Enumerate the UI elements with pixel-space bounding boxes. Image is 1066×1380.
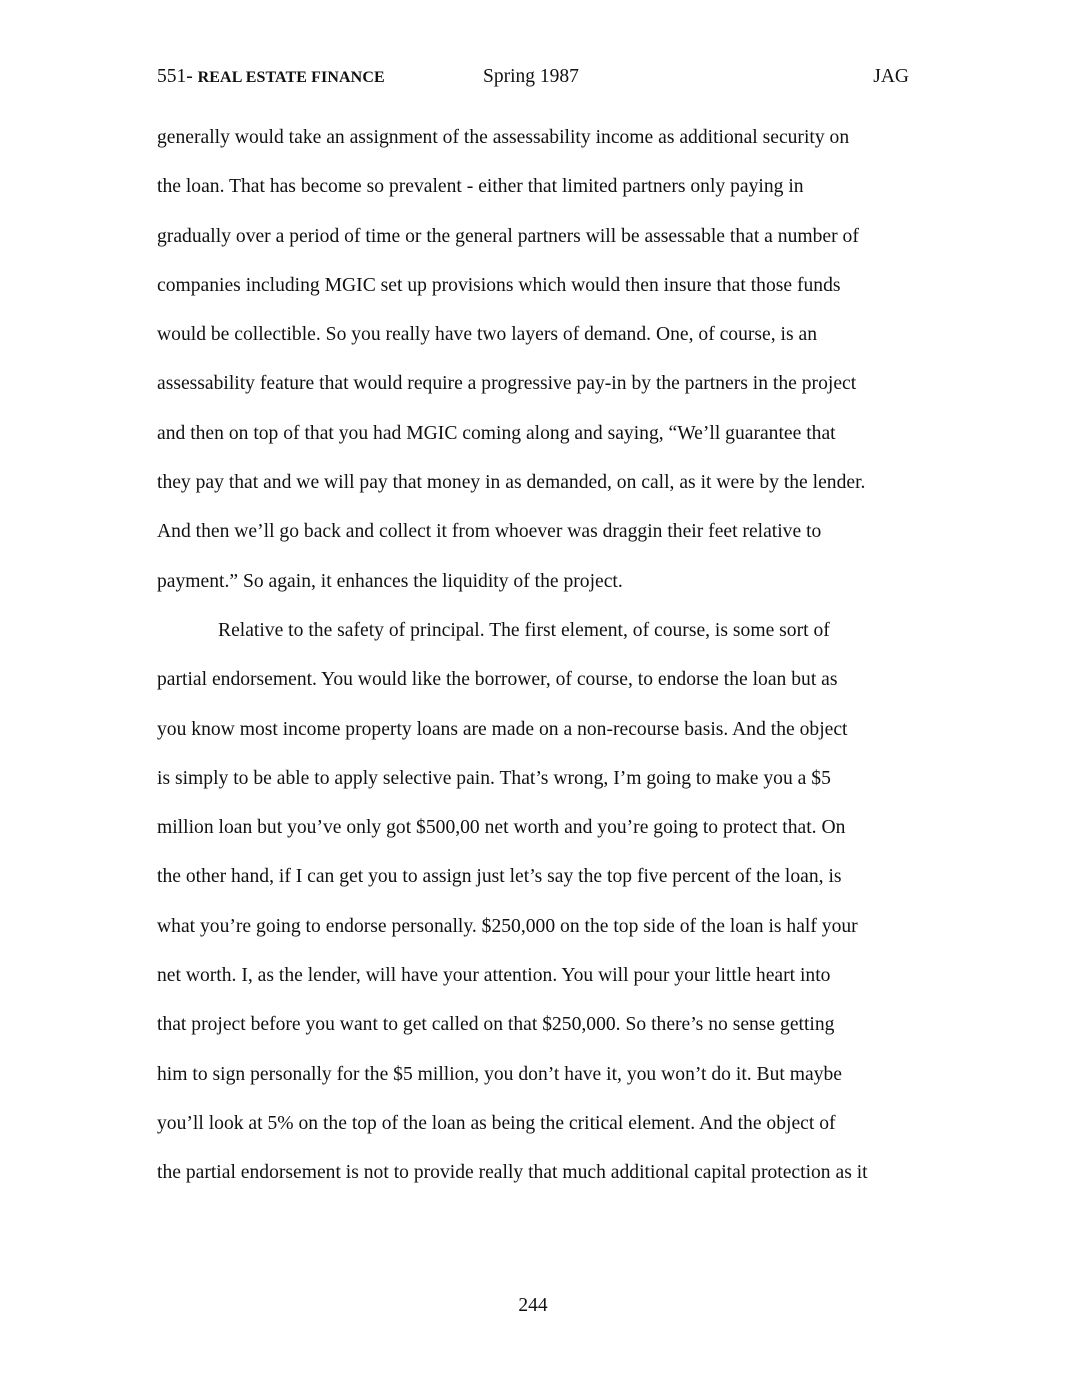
author-initials: JAG	[873, 66, 909, 87]
text-line: him to sign personally for the $5 million, you don’t have it, you won’t do it. But maybe	[157, 1063, 842, 1085]
text-line: and then on top of that you had MGIC coming along and saying, “We’ll guarantee that	[157, 422, 836, 444]
page-header	[157, 64, 909, 90]
page-number: 244	[518, 1295, 548, 1316]
text-line: assessability feature that would require a progressive pay-in by the partners in the project	[157, 373, 857, 395]
text-line: the partial endorsement is not to provide really that much additional capital protection as it	[157, 1162, 868, 1184]
text-line: net worth. I, as the lender, will have your attention. You will pour your little heart into	[157, 965, 831, 987]
body-text	[157, 120, 909, 1205]
text-line: payment.” So again, it enhances the liquidity of the project.	[157, 570, 623, 592]
text-line: that project before you want to get called on that $250,000. So there’s no sense getting	[157, 1014, 835, 1036]
text-line: companies including MGIC set up provisions which would then insure that those funds	[157, 274, 841, 296]
term-label: Spring 1987	[483, 66, 579, 87]
paragraph-first-line: Relative to the safety of principal. The first element, of course, is some sort of	[218, 619, 830, 641]
text-line: you know most income property loans are made on a non-recourse basis. And the object	[157, 718, 848, 740]
text-line: would be collectible. So you really have two layers of demand. One, of course, is an	[157, 324, 818, 346]
course-title: REAL ESTATE FINANCE	[197, 69, 385, 86]
text-line: is simply to be able to apply selective pain. That’s wrong, I’m going to make you a $5	[157, 767, 831, 789]
text-line: generally would take an assignment of the assessability income as additional security on	[157, 127, 850, 148]
course-label	[157, 64, 385, 91]
text-line: the loan. That has become so prevalent - either that limited partners only paying in	[157, 176, 804, 198]
course-number: 551-	[157, 66, 193, 87]
text-line: gradually over a period of time or the general partners will be assessable that a number of	[157, 225, 859, 247]
text-line: million loan but you’ve only got $500,00 net worth and you’re going to protect that. On	[157, 817, 846, 839]
text-line: they pay that and we will pay that money in as demanded, on call, as it were by the lender.	[157, 472, 866, 494]
text-line: the other hand, if I can get you to assign just let’s say the top five percent of the loan, is	[157, 866, 842, 888]
text-line: partial endorsement. You would like the borrower, of course, to endorse the loan but as	[157, 669, 838, 691]
text-line: And then we’ll go back and collect it from whoever was draggin their feet relative to	[157, 521, 822, 543]
text-line: what you’re going to endorse personally. $250,000 on the top side of the loan is half your	[157, 915, 858, 937]
text-line: you’ll look at 5% on the top of the loan as being the critical element. And the object of	[157, 1112, 836, 1134]
